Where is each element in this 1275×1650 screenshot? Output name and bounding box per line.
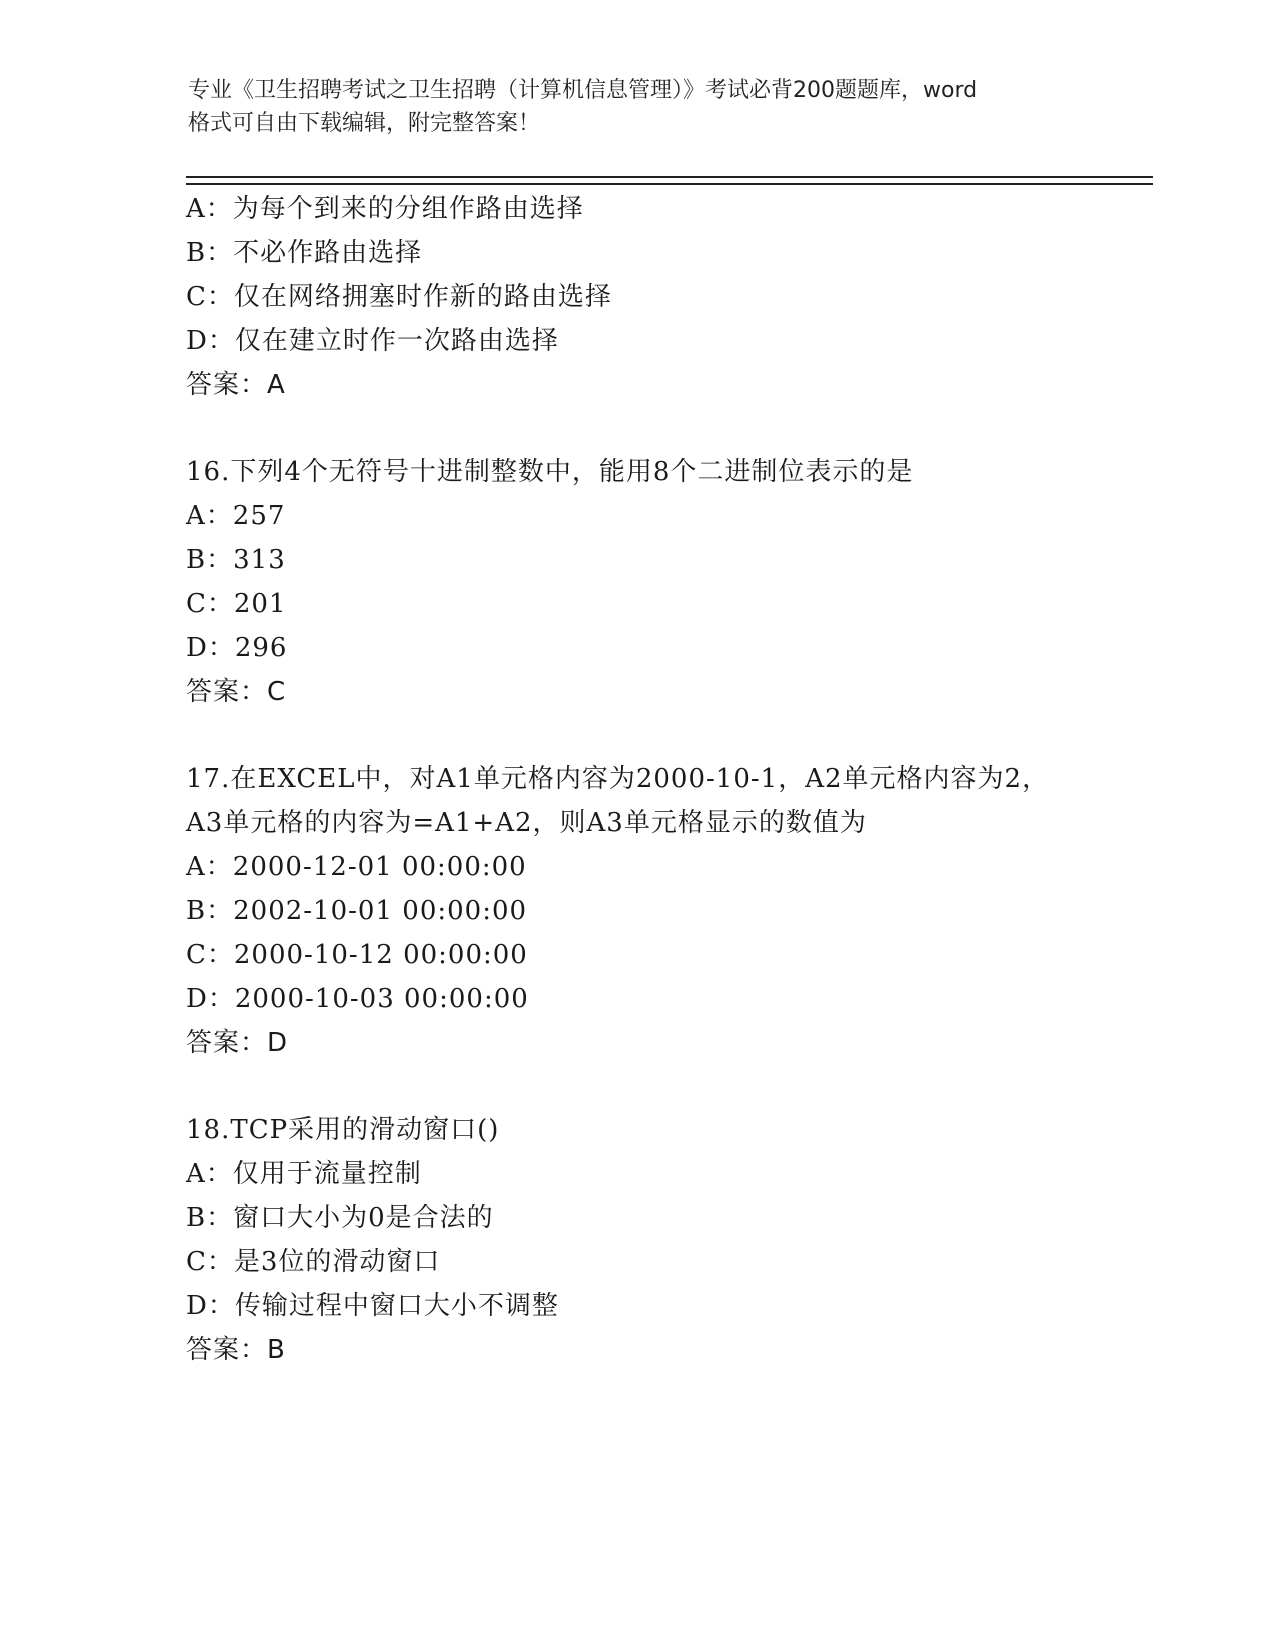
q18-question: 18.TCP采用的滑动窗口() — [186, 1115, 500, 1145]
q15-option-a: A：为每个到来的分组作路由选择 — [186, 194, 584, 224]
q16-answer: 答案：C — [186, 677, 287, 707]
q16-option-d: D：296 — [186, 633, 288, 663]
q18-option-b: B：窗口大小为0是合法的 — [186, 1203, 494, 1233]
header-divider-top — [186, 176, 1153, 178]
q16-option-a: A：257 — [186, 501, 286, 531]
q18-option-c: C：是3位的滑动窗口 — [186, 1247, 441, 1277]
q17-question-line-2: A3单元格的内容为=A1+A2，则A3单元格显示的数值为 — [186, 808, 867, 838]
q15-option-b: B：不必作路由选择 — [186, 238, 423, 268]
document-header — [188, 74, 1088, 140]
q16-option-b: B：313 — [186, 545, 286, 575]
q16-question: 16.下列4个无符号十进制整数中，能用8个二进制位表示的是 — [186, 457, 914, 487]
q15-option-d: D：仅在建立时作一次路由选择 — [186, 326, 559, 356]
q17-question-line-1: 17.在EXCEL中，对A1单元格内容为2000-10-1，A2单元格内容为2， — [186, 764, 1050, 794]
q15-option-c: C：仅在网络拥塞时作新的路由选择 — [186, 282, 612, 312]
q17-option-b: B：2002-10-01 00:00:00 — [186, 896, 528, 926]
q17-option-a: A：2000-12-01 00:00:00 — [186, 852, 527, 882]
q17-answer: 答案：D — [186, 1028, 289, 1058]
q18-option-d: D：传输过程中窗口大小不调整 — [186, 1291, 559, 1321]
header-title-line-2: 格式可自由下载编辑，附完整答案！ — [188, 111, 541, 136]
q18-answer: 答案：B — [186, 1335, 286, 1365]
q17-option-d: D：2000-10-03 00:00:00 — [186, 984, 529, 1014]
q18-option-a: A：仅用于流量控制 — [186, 1159, 422, 1189]
header-divider-bottom — [186, 183, 1153, 185]
header-title-line-1: 专业《卫生招聘考试之卫生招聘（计算机信息管理）》考试必背200题题库，word — [188, 78, 978, 103]
q17-option-c: C：2000-10-12 00:00:00 — [186, 940, 528, 970]
q16-option-c: C：201 — [186, 589, 287, 619]
q15-answer: 答案：A — [186, 370, 286, 400]
